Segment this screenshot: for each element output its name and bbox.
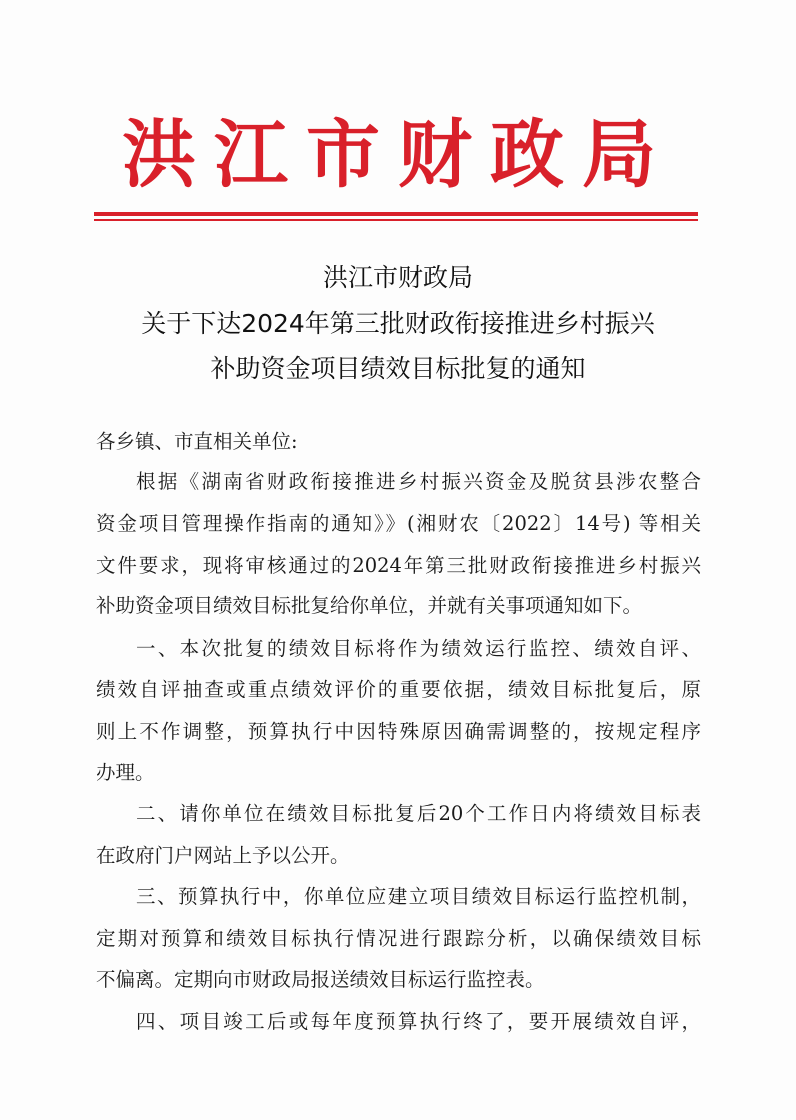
body-line: 三、预算执行中，你单位应建立项目绩效目标运行监控机制，: [136, 885, 701, 908]
masthead-rule-thin: [94, 219, 698, 221]
body-line: 定期对预算和绩效目标执行情况进行跟踪分析，以确保绩效目标: [96, 927, 701, 950]
body-line: 根据《湖南省财政衔接推进乡村振兴资金及脱贫县涉农整合: [136, 470, 701, 493]
masthead-title: 洪江市财政局: [122, 112, 674, 198]
addressee: 各乡镇、市直相关单位:: [96, 430, 298, 453]
body-line: 办理。: [96, 761, 155, 784]
document-title-line-2: 关于下达2024年第三批财政衔接推进乡村振兴: [141, 309, 655, 338]
body-line: 文件要求，现将审核通过的2024年第三批财政衔接推进乡村振兴: [96, 554, 701, 577]
body-line: 四、项目竣工后或每年度预算执行终了，要开展绩效自评，: [136, 1010, 701, 1033]
body-line: 一、本次批复的绩效目标将作为绩效运行监控、绩效自评、: [136, 637, 701, 660]
body-line: 则上不作调整，预算执行中因特殊原因确需调整的，按规定程序: [96, 720, 701, 743]
masthead-rule-thick: [94, 212, 698, 216]
document-title-line-1: 洪江市财政局: [322, 263, 473, 292]
document-title-line-3: 补助资金项目绩效目标批复的通知: [210, 354, 586, 383]
body-line: 补助资金项目绩效目标批复给你单位，并就有关事项通知如下。: [96, 594, 643, 617]
body-line: 绩效自评抽查或重点绩效评价的重要依据，绩效目标批复后，原: [96, 678, 701, 701]
body-line: 在政府门户网站上予以公开。: [96, 844, 350, 867]
body-line: 资金项目管理操作指南的通知》》(湘财农〔2022〕14号) 等相关: [96, 512, 701, 535]
body-line: 二、请你单位在绩效目标批复后20个工作日内将绩效目标表: [136, 802, 701, 825]
body-line: 不偏离。定期向市财政局报送绩效目标运行监控表。: [96, 968, 545, 991]
